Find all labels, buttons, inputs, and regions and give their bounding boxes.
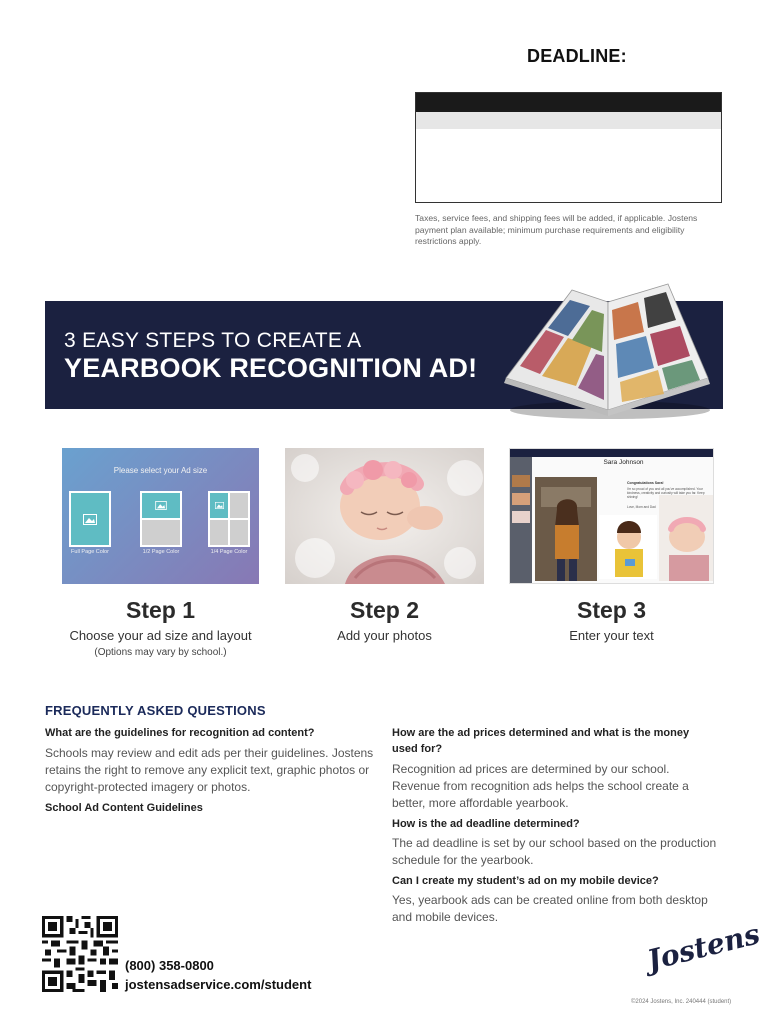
copyright: ©2024 Jostens, Inc. 240444 (student) [631,999,732,1005]
jostens-logo: Jostens [644,917,764,977]
step1-desc: Choose your ad size and layout [69,628,252,643]
step1-ad-size-panel [62,448,259,584]
editor-toolbar [510,449,714,457]
quarter-page-label: 1/4 Page Color [210,549,248,555]
faq-left-column [45,725,380,816]
faq-right-column [392,725,717,926]
half-page-label: 1/2 Page Color [142,549,180,555]
editor-body: I'm so proud of you and all you've accomplished. Your kindness, creativity and curiosity will take you far. Keep shining! [627,487,705,499]
banner-line-1: 3 EASY STEPS TO CREATE A [64,329,362,352]
step3-editor-panel [509,448,714,584]
editor-signature: Love, Mom and Dad [627,505,656,509]
faq-question: How is the ad deadline determined? [392,818,580,830]
faq-answer: Schools may review and edit ads per their guidelines. Jostens retains the right to remove any explicit text, graphic photos or copyright-protected imagery or photos. [45,746,374,794]
image-icon [155,501,167,510]
step2-baby-photo [285,448,484,584]
faq-answer: Recognition ad prices are determined by our school. Revenue from recognition ads helps the school create a better, more affordable yearbook. [392,762,689,810]
full-page-option[interactable] [69,491,111,547]
phone-number[interactable]: (800) 358-0800 [125,958,214,973]
step3-title: Step 3 [576,597,647,623]
step1-note: (Options may vary by school.) [94,647,227,658]
price-box-header [416,93,721,112]
step2-title: Step 2 [349,597,420,623]
faq-question: What are the guidelines for recognition ad content? [45,727,315,739]
image-icon [215,502,224,509]
price-box-subheader [416,112,721,129]
half-page-option[interactable] [140,491,182,547]
faq-answer: Yes, yearbook ads can be created online from both desktop and mobile devices. [392,893,708,924]
faq-heading: FREQUENTLY ASKED QUESTIONS [45,703,266,718]
step1-title: Step 1 [125,597,196,623]
step2-desc: Add your photos [337,628,432,643]
faq-answer: The ad deadline is set by our school based on the production schedule for the yearbook. [392,836,717,867]
quarter-page-option[interactable] [208,491,250,547]
editor-name: Sara Johnson [603,459,644,466]
full-page-label: Full Page Color [71,549,109,555]
website-link[interactable]: jostensadservice.com/student [125,977,312,992]
ad-size-prompt: Please select your Ad size [113,466,208,475]
faq-question: Can I create my student’s ad on my mobile device? [392,875,659,887]
step3-desc: Enter your text [569,628,654,643]
yearbook-illustration [498,282,718,422]
image-icon [83,514,97,525]
editor-photos [535,477,714,584]
price-box [415,92,722,203]
banner-line-2: YEARBOOK RECOGNITION AD! [64,353,478,383]
content-guidelines-link[interactable]: School Ad Content Guidelines [45,802,203,814]
fine-print: Taxes, service fees, and shipping fees will be added, if applicable. Jostens payment plan available; minimum purchase requirements and eligibility restrictions apply. [415,213,698,246]
editor-heading: Congratulations Sara! [627,481,664,485]
qr-code[interactable] [42,916,118,992]
faq-question: How are the ad prices determined and what is the money used for? [392,727,690,755]
deadline-label: DEADLINE: [527,46,627,66]
